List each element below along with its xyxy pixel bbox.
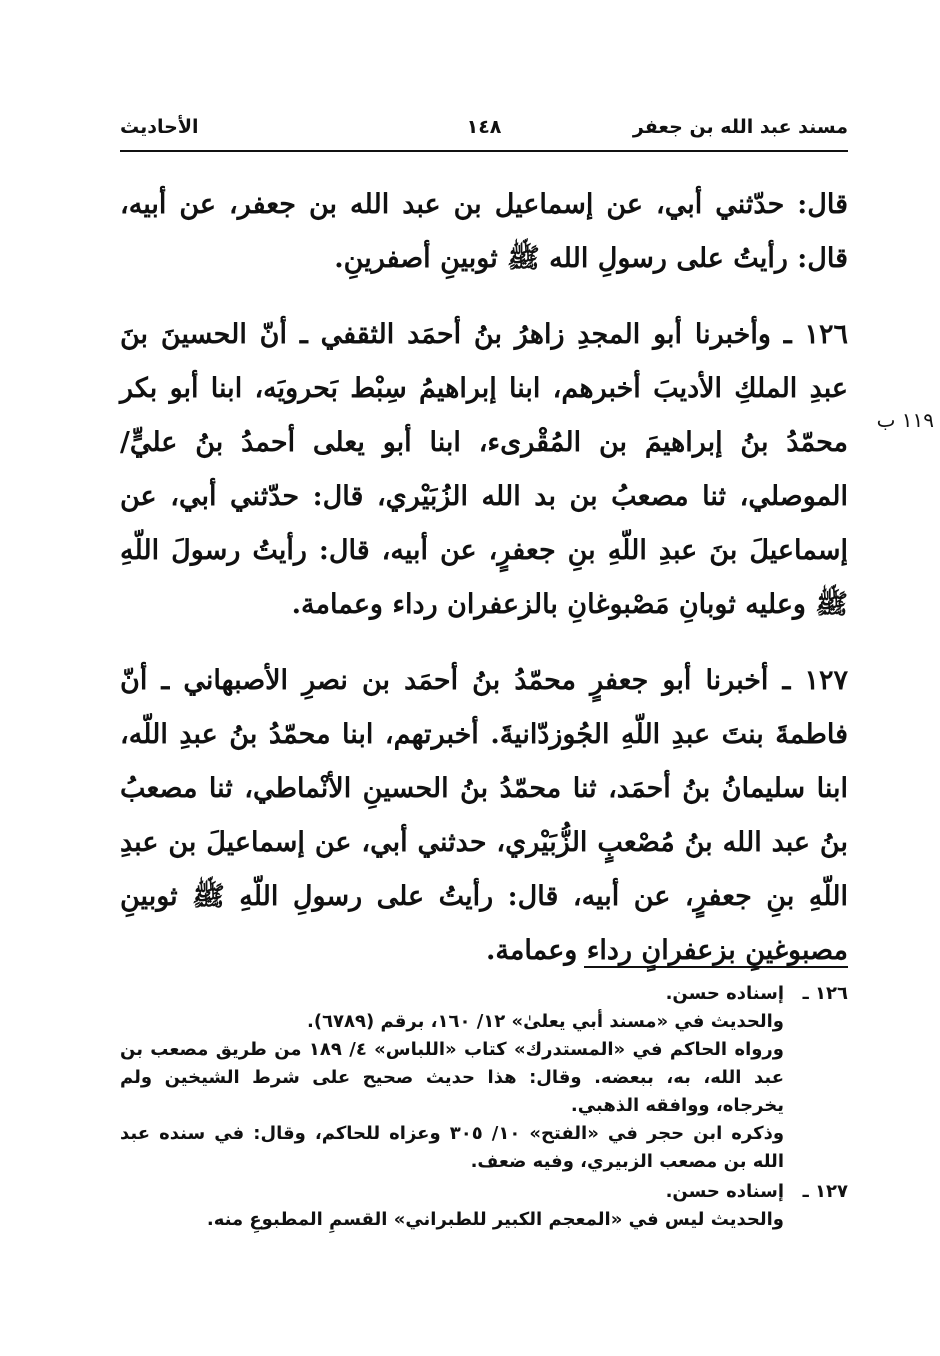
main-text <box>120 178 848 978</box>
header-rule <box>120 150 848 152</box>
manuscript-folio-note: ١١٩ ب <box>876 408 934 432</box>
page-number: ١٤٨ <box>466 116 502 138</box>
hadith-126 <box>120 308 848 632</box>
footnote-line: والحديث في «مسند أبي يعلىٰ» ١٢/ ١٦٠، برقم (٦٧٨٩). <box>306 1011 784 1032</box>
opening-paragraph: قال: حدّثني أبي، عن إسماعيل بن عبد الله بن جعفر، عن أبيه، قال: رأيتُ على رسولِ الله ﷺ ثوبينِ أصفرينِ. <box>120 189 848 274</box>
footnote-127 <box>120 1178 848 1234</box>
footnote-126 <box>120 980 848 1176</box>
book-title: مسند عبد الله بن جعفر <box>632 116 848 138</box>
footnotes <box>120 980 848 1236</box>
hadith-text: أخبرنا أبو جعفرٍ محمّدُ بنُ أحمَد بن نصرِ الأصبهاني ـ أنّ فاطمةَ بنتَ عبدِ اللّهِ الجُوزدّانيةَ. أخبرتهم، ابنا محمّدُ بنُ عبدِ اللّه، ابنا سليمانُ بنُ أحمَد، ثنا محمّدُ بنُ الحسينِ الأنْماطي، ثنا مصعبُ بنُ عبد الله بنُ مُصْعبٍ الزُّبَيْري، حدثني أبي، عن إسماعيلَ بن عبدِ اللّهِ بنِ جعفرٍ، عن أبيه، قال: رأيتُ على رسولِ اللّهِ ﷺ ثوبينِ مصبوغينِ بزعفرانٍ رداء وعمامة. <box>120 665 848 966</box>
footnote-line: وذكره ابن حجر في «الفتح» ١٠/ ٣٠٥ وعزاه للحاكم، وقال: في سنده عبد الله بن مصعب الزبيري، وفيه ضعف. <box>120 1123 785 1172</box>
hadith-number: ١٢٧ ـ <box>782 665 848 696</box>
footnote-rule <box>584 966 848 968</box>
footnote-number: ١٢٧ ـ <box>802 1181 848 1202</box>
hadith-number: ١٢٦ ـ <box>783 319 849 350</box>
hadith-text: وأخبرنا أبو المجدِ زاهرُ بنُ أحمَد الثقفي ـ أنّ الحسينَ بنَ عبدِ الملكِ الأديبَ أخبرهم، ابنا إبراهيمُ سِبْط بَحرويَه، ابنا أبو بكر محمّدُ بنُ إبراهيمَ بن المُقْرىء، ابنا أبو يعلى أحمدُ بنُ عليٍّ/ الموصلي، ثنا مصعبُ بن بد الله الزُبَيْري، قال: حدّثني أبي، عن إسماعيلَ بنَ عبدِ اللّهِ بنِ جعفرٍ، عن أبيه، قال: رأيتُ رسولَ اللّهِ ﷺ وعليه ثوبانِ مَصْبوغانِ بالزعفران رداء وعمامة. <box>120 319 848 620</box>
footnote-line: إسناده حسن. <box>665 983 784 1004</box>
hadith-127 <box>120 654 848 978</box>
footnote-line: ورواه الحاكم في «المستدرك» كتاب «اللباس» ٤/ ١٨٩ من طريق مصعب بن عبد الله، به، ببعضه. وقال: هذا حديث صحيح على شرط الشيخين ولم يخرجاه، ووافقه الذهبي. <box>120 1039 784 1116</box>
footnote-body <box>120 980 784 1176</box>
footnote-number: ١٢٦ ـ <box>802 983 848 1004</box>
running-header <box>120 116 848 150</box>
footnote-line: والحديث ليس في «المعجم الكبير للطبراني» القسمِ المطبوعِ منه. <box>206 1209 784 1230</box>
footnote-line: إسناده حسن. <box>665 1181 784 1202</box>
section-title: الأحاديث <box>120 116 199 138</box>
footnote-body <box>120 1178 784 1234</box>
